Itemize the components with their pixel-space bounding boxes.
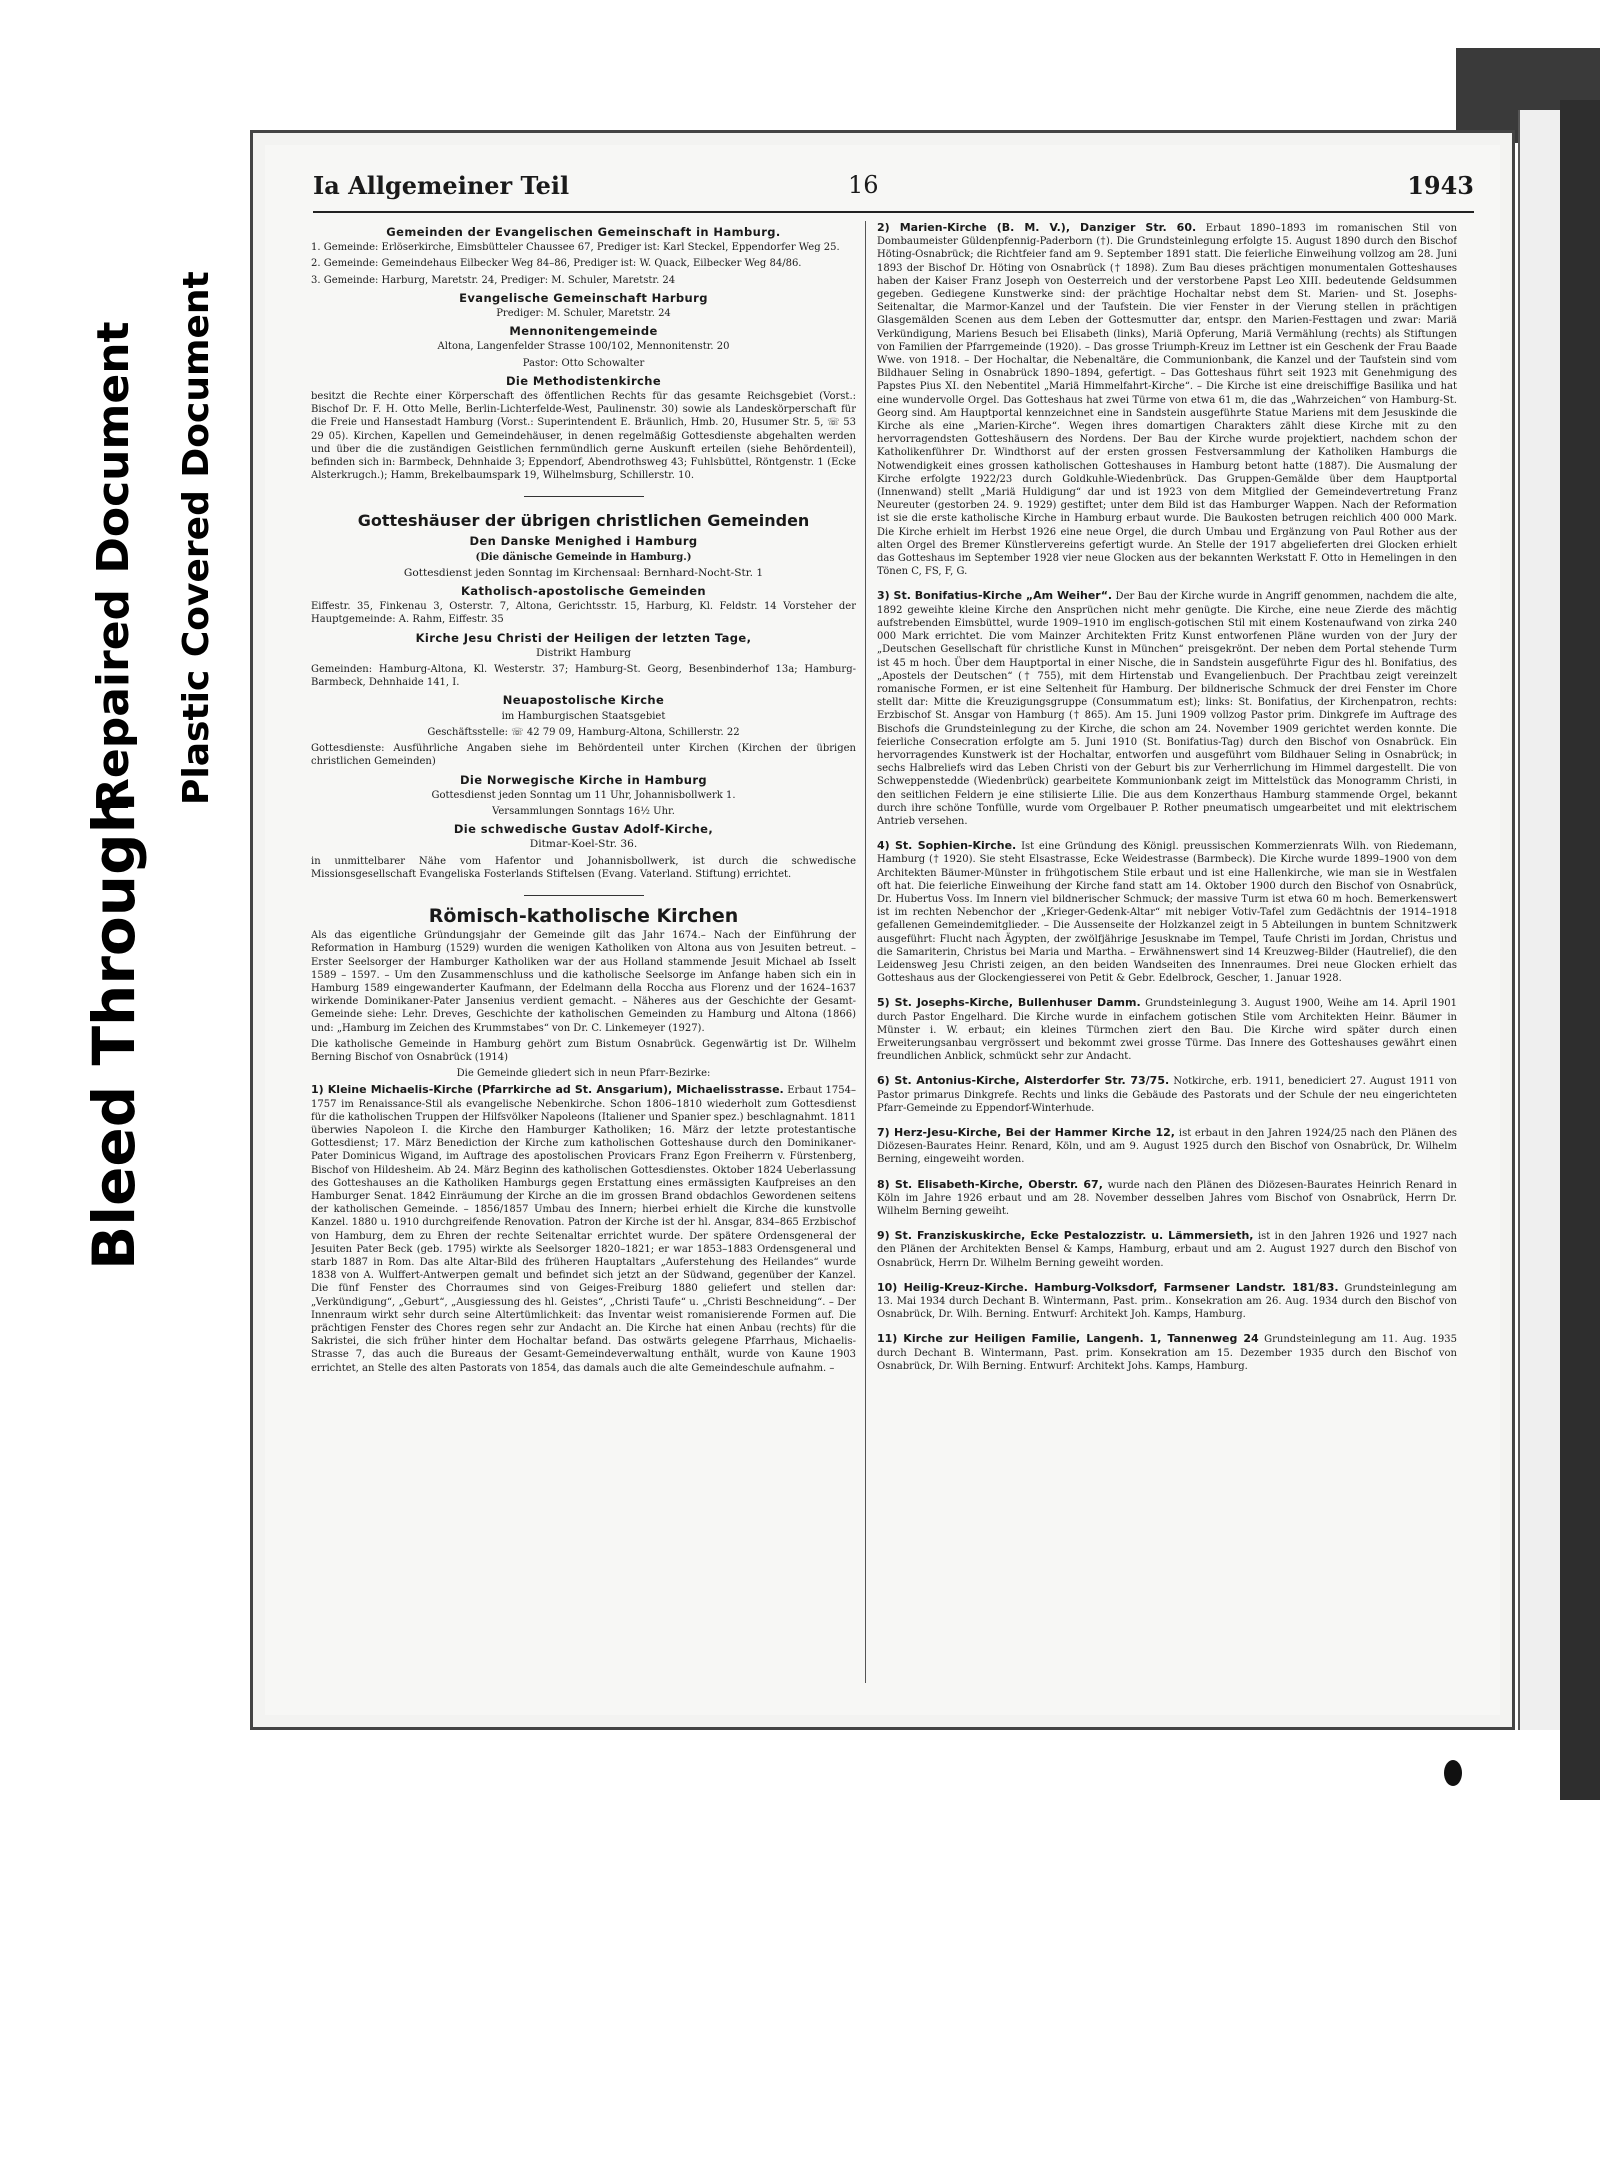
entry-text: Grundsteinlegung am 13. Mai 1934 durch Dechant B. Wintermann, Past. prim.. Konsekration am 26. Aug. 1934 durch den Bischof von Osnabrück, Dr. Wilh. Berning. Entwurf: Architekt Joh. Kamps, Hamburg. (877, 1282, 1457, 1321)
entry (877, 1281, 1457, 1322)
paragraph: Als das eigentliche Gründungsjahr der Gemeinde gilt das Jahr 1674.– Nach der Einführung der Reformation in Hamburg (1529) wurden die wenigen Katholiken von Altona aus von Jesuiten betreut. – Erster Seelsorger der Hamburger Katholiken war der aus Holland stammende Jesuit Michael ab Isselt 1589 – 1597. – Um den Zusammenschluss und die katholische Seelsorge im Anfange haben sich ein in Hamburg 1589 eingewanderter Kaufmann, der Edelmann della Roccha aus Florenz und der 1624–1637 wirkende Dominikaner-Pater Jansenius verdient gemacht. – Näheres aus der Geschichte der Gesamt-Gemeinde siehe: Lehr. Dreves, Geschichte der katholischen Gemeinden zu Hamburg und Altona (1866) und: „Hamburg im Zeichen des Krummstabes“ von Dr. C. Linkemeyer (1927). (311, 930, 856, 1034)
paragraph: Gottesdienste: Ausführliche Angaben siehe im Behördenteil unter Kirchen (Kirchen der übrigen christlichen Gemeinden) (311, 743, 856, 768)
entry-text: ist erbaut in den Jahren 1924/25 nach den Plänen des Diözesen-Baurates Heinr. Renard, Köln, und am 9. August 1925 durch den Bischof von Osnabrück, Dr. Wilhelm Berning, eingeweiht worden. (877, 1128, 1457, 1166)
heading: Kirche Jesu Christi der Heiligen der letzten Tage, (415, 630, 752, 645)
entry-title: 7) Herz-Jesu-Kirche, Bei der Hammer Kirche 12, (877, 1126, 1175, 1139)
text-line: Gottesdienst jeden Sonntag im Kirchensaal: Bernhard-Nocht-Str. 1 (403, 566, 764, 579)
entry (877, 589, 1457, 828)
heading: Mennonitengemeinde (509, 324, 658, 339)
heading: Die schwedische Gustav Adolf-Kirche, (453, 822, 714, 837)
entry-title: 3) St. Bonifatius-Kirche „Am Weiher“. (877, 589, 1113, 603)
text-line: Pastor: Otto Schowalter (522, 357, 645, 369)
entry-title: 2) Marien-Kirche (B. M. V.), Danziger Str. 60. (877, 221, 1197, 234)
separator-rule (524, 895, 644, 896)
entry-text: wurde nach den Plänen des Diözesen-Baurates Heinrich Renard in Köln im Jahre 1926 erbaut und am 28. November desselben Jahres vom Bischof von Osnabrück, Herrn Dr. Wilhelm Berning geweiht. (877, 1179, 1457, 1218)
subheading: Ditmar-Koel-Str. 36. (529, 838, 638, 851)
subheading: im Hamburgischen Staatsgebiet (501, 710, 666, 722)
year: 1943 (1407, 171, 1474, 200)
text-line: 1. Gemeinde: Erlöserkirche, Eimsbütteler Chaussee 67, Prediger ist: Karl Steckel, Eppendorfer Weg 25. (311, 242, 840, 254)
entry (877, 1126, 1457, 1167)
adjacent-page-strip (1518, 110, 1560, 1730)
entry (311, 1083, 856, 1374)
repaired-document-label: Repaired Document (88, 321, 139, 812)
paragraph: Eiffestr. 35, Finkenau 3, Osterstr. 7, Altona, Gerichtsstr. 15, Harburg, Kl. Feldstr. 14 Vorsteher der Hauptgemeinde: A. Rahm, Eiffestr. 35 (311, 601, 856, 626)
text-line: Versammlungen Sonntags 16½ Uhr. (492, 805, 675, 817)
section-heading: Gotteshäuser der übrigen christlichen Gemeinden (357, 511, 810, 531)
heading: Die Norwegische Kirche in Hamburg (459, 772, 708, 787)
separator-rule (524, 496, 644, 497)
entry-text: Ist eine Gründung des Königl. preussischen Kommerzienrats Wilh. von Riedemann, Hamburg († 1920). Sie steht Elsastrasse, Ecke Weidestrasse (Barmbeck). Die Kirche wurde 1899–1900 von dem Architekten Bäumer-Münster in frühgotischem Stile erbaut und ist eine Hallenkirche, wie man sie in Westfalen oft hat. Die feierliche Einweihung der Kirche fand statt am 14. Oktober 1900 durch den Bischof von Osnabrück, Dr. Hubertus Voss. Im Innern viel bildnerischer Schmuck; der massive Turm ist etwa 60 m hoch. Bemerkenswert ist im rechten Nebenchor der „Krieger-Gedenk-Altar“ mit nebiger Votiv-Tafel zum Gedächtnis der 1914–1918 gefallenen Gemeindemitglieder. – Die Aussenseite der Holzkanzel zeigt in 5 Abteilungen in buntem Schnitzwerk ausgeführt: Flucht nach Ägypten, der zwölfjährige Jesusknabe im Tempel, Taufe Christi im Jordan, Christus und die Samariterin, Christus bei Maria und Martha. – Erwähnenswert sind 14 Kreuzweg-Bilder (Hautrelief), die den Leidensweg Jesu Christi zeigen, an den beiden Wandseiten des Innenraumes. Drei neue Glocken erhielt das Gotteshaus aus der Glockengiesserei von Petit & Gebr. Edelbrock, Gescher, 1. Januar 1928. (877, 841, 1457, 985)
section-heading: Römisch-katholische Kirchen (428, 904, 739, 927)
paragraph: Gemeinden: Hamburg-Altona, Kl. Westerstr. 37; Hamburg-St. Georg, Besenbinderhof 13a; Hamburg-Barmbeck, Dehnhaide 141, I. (311, 664, 856, 689)
entry-title: 4) St. Sophien-Kirche. (877, 839, 1017, 853)
entry (877, 996, 1457, 1063)
entry-text: Grundsteinlegung 3. August 1900, Weihe am 14. April 1901 durch Pastor Engelhard. Die Kirche wurde in einfachem gotischen Stile vom Architekten Heinr. Bäumer in Münster i. W. erbaut; ein kleines Türmchen ziert den Bau. Die Kirche wird später durch einen Erweiterungsanbau vergrössert und bekommt zwei grosse Türme. Das Innere des Gotteshauses gewährt einen freundlichen Anblick, schmückt sehr zur Andacht. (877, 998, 1457, 1063)
entry (877, 1178, 1457, 1219)
page-number: 16 (848, 171, 879, 199)
subheading: Distrikt Hamburg (535, 646, 632, 659)
entry-text: ist in den Jahren 1926 und 1927 nach den Plänen der Architekten Bensel & Kamps, Hamburg, erbaut und am 2. August 1927 durch den Bischof von Osnabrück, Herrn Dr. Wilhelm Berning geweiht worden. (877, 1231, 1457, 1269)
left-column (311, 221, 856, 1683)
entry-text: Der Bau der Kirche wurde in Angriff genommen, nachdem die alte, 1892 geweihte kleine Kirche den Ansprüchen nicht mehr genügte. Die Kirche, eine neue Zierde des mächtig aufstrebenden Eimsbüttel, wurde 1909–1910 im englisch-gotischen Stil mit einem Kostenaufwand von zirka 240 000 Mark errichtet. Die vom Mainzer Architekten Fritz Kunst entworfenen Pläne wurden von der Jury der „Deutschen Gesellschaft für christliche Kunst in München“ preisgekrönt. Der neben dem Portal stehende Turm ist 45 m hoch. Über dem Hauptportal in einer Nische, die in Sandstein ausgeführte Figur des hl. Bonifatius, des „Apostels der Deutschen“ († 755), mit dem Hirtenstab und Evangelienbuch. Der Prachtbau zeigt vereinzelt romanische Formen, er ist eine Seltenheit für Hamburg. Der bildnerische Schmuck der drei Fenster im Chore stellt dar: Mitte die Kreuzigungsgruppe (Consummatum est); links: St. Bonifatius, der Kirchenpatron, rechts: Erzbischof St. Ansgar von Hamburg († 865). Am 15. Juni 1909 vollzog Pastor prim. Dinkgrefe im Auftrage des Bischofs die Grundsteinlegung zu der Kirche, die schon am 24. November 1909 gerichtet werden konnte. Die feierliche Consecration erfolgte am 5. Juni 1910 (St. Bonifatius-Tag) durch den Bischof von Osnabrück. Ein hervorragendes Kunstwerk ist der Hochaltar, entworfen und ausgeführt vom Bildhauer Seling in Osnabrück; in sechs Halbreliefs wird das Leben Christi von der Geburt bis zur Verherrlichung im Himmel dargestellt. Die von Schweppenstedde (Wiedenbrück) gearbeitete Kommunionbank zeigt im Mittelstück das Monogramm Christi, in den seitlichen Feldern je eine stilisierte Lilie. Die aus dem Konzerthaus Hamburg stammende Orgel, bekannt durch ihre schöne Tonfülle, wurde vom Orgelbauer P. Rother pneumatisch umgearbeitet und mit elektrischem Antrieb versehen. (877, 591, 1457, 827)
heading: Evangelische Gemeinschaft Harburg (459, 290, 708, 305)
page-header (313, 171, 1474, 213)
heading: Die Methodistenkirche (505, 373, 662, 388)
subheading: (Die dänische Gemeinde in Hamburg.) (475, 551, 692, 563)
entry-text: Erbaut 1890–1893 im romanischen Stil von Dombaumeister Güldenpfennig-Paderborn (†). Die Grundsteinlegung erfolgte 15. August 1890 durch den Bischof Höting-Osnabrück; die Richtfeier fand am 9. September 1891 statt. Die feierliche Einweihung vollzog am 28. Juni 1893 der Bischof Dr. Höting von Osnabrück († 1898). Zum Bau dieses prächtigen monumentalen Gotteshauses haben der Kaiser Franz Joseph von Oesterreich und der verstorbene Papst Leo XIII. bedeutende Geldsummen gegeben. Gediegene Kunstwerke sind: der prächtige Hochaltar nebst dem St. Marien- und St. Josephs-Seitenaltar, die Marmor-Kanzel und der Taufstein. Die vier Fenster in der Vierung stellen in prächtigen Glasgemälden Scenen aus dem Leben der Gottesmutter dar, entspr. den Marien-Festtagen und zwar: Mariä Verkündigung, Mariens Besuch bei Elisabeth (links), Mariä Opferung, Mariä Vermählung (rechts) als Stiftungen von Familien der Pfarrgemeinde (1920). – Das grosse Triumph-Kreuz im Lettner ist ein Geschenk der Frau Baade Wwe. von 1918. – Der Hochaltar, die Nebenaltäre, die Communionbank, die Kanzel und der Taufstein sind vom Bildhauer Seling in Osnabrück 1890–1894, gefertigt. – Das Gotteshaus führt seit 1923 mit Genehmigung des Papstes Pius XI. den Nebentitel „Mariä Himmelfahrt-Kirche“. – Die Kirche ist eine dreischiffige Basilika und hat eine wundervolle Orgel. Das Gotteshaus hat zwei Türme von etwa 61 m, die das „Wahrzeichen“ von Hamburg-St. Georg sind. Am Hauptportal kennzeichnet eine in Sandstein ausgeführte Statue Mariens mit dem Jesuskinde die Kirche als eine „Marien-Kirche“. Wegen ihres domartigen Charakters zählt diese Kirche mit zu den hervorragendsten Gotteshäusern des Nordens. Der Bau der Kirche wurde projektiert, nachdem schon der Katholikenführer Dr. Windthorst auf der ersten grossen Festversammlung der Katholiken Hamburgs die Notwendigkeit eines grossen katholischen Gotteshauses in Hamburg betont hatte (1887). Die Ausmalung der Kirche erfolgte 1922/23 durch Goldkuhle-Wiedenbrück. Das Gruppen-Gemälde über dem Hauptportal (Innenwand) stellt „Mariä Huldigung“ dar und ist 1923 von dem Mitglied der Gemeindevertretung Franz Neureuter (gestorben 24. 9. 1929) gestiftet; unter dem Bild ist das Hamburger Wappen. Nach der Reformation ist sie die erste katholische Kirche in Hamburg erbaut wurde. Die Baukosten betrugen reichlich 400 000 Mark. Die Kirche erhielt im Herbst 1926 eine neue Orgel, die durch Umbau und Ergänzung von Paul Rother aus der alten Orgel des Bremer Künstlervereins gefertigt wurde. An Stelle der 1917 abgelieferten drei Glocken erhielt das Gotteshaus im September 1928 vier neue Glocken aus der bekannten Werkstatt F. Otto in Hemelingen in den Tönen C, FS, F, G. (877, 223, 1457, 578)
section-title: Ia Allgemeiner Teil (313, 171, 570, 200)
document-page (250, 130, 1515, 1730)
entry-text: Erbaut 1754–1757 im Renaissance-Stil als evangelische Nebenkirche. Schon 1806–1810 wiederholt zum Gottesdienst für die katholischen Truppen der Hilfsvölker Napoleons (Italiener und Spanier spez.) beschlagnahmt. 1811 überwies Napoleon I. die Kirche den Hamburger Katholiken; 16. März der letzte protestantische Gottesdienst; 17. März Benediction der Kirche zum katholischen Gotteshause durch den Dominikaner-Pater Dominicus Wigand, im Auftrage des apostolischen Provicars Franz Egon Freiherrn v. Fürstenberg, Bischof von Hildesheim. Ab 24. März Beginn des katholischen Gottesdienstes. Oktober 1824 Ueberlassung des Gotteshauses an die Katholiken Hamburgs gegen Erstattung eines ermässigten Kaufpreises an den Hamburger Senat. 1842 Einräumung der Kirche an die im grossen Brand obdachlos Gewordenen seitens der katholischen Gemeinde. – 1856/1857 Umbau des Innern; hierbei erhielt die Kirche die kunstvolle Kanzel. 1880 u. 1910 durchgreifende Renovation. Patron der Kirche ist der hl. Ansgar, 834–865 Erzbischof von Hamburg, dem zu Ehren der rechte Seitenaltar errichtet wurde. Der spätere Ordensgeneral der Jesuiten Pater Beck (geb. 1795) wirkte als Seelsorger 1820–1821; er war 1853–1883 Ordensgeneral und starb 1887 in Rom. Das alte Altar-Bild des früheren Hauptaltars „Auferstehung des Heilandes“ wurde 1838 von A. Wulffert-Antwerpen gemalt und befindet sich jetzt an der Südwand, gegenüber der Kanzel. Die fünf Fenster des Chorraumes sind von Geiges-Freiburg 1880 geliefert und stellen dar: „Verkündigung“, „Geburt“, „Ausgiessung des hl. Geistes“, „Christi Taufe“ u. „Christi Beschneidung“. – Der Innenraum wirkt sehr durch seine Altertümlichkeit: das Inventar weist romanisierende Formen auf. Die prächtigen Fenster des Chores regen sehr zur Andacht an. Die Kirche hat einen Anbau (rechts) für die Sakristei, die sich früher hinter dem Hochaltar befand. Das ostwärts gelegene Pfarrhaus, Michaelis-Strasse 7, das auch die Bureaus der Gesamt-Gemeindeverwaltung enthält, wurde von Kaune 1903 errichtet, an Stelle des alten Pastorats von 1854, das damals auch die alte Gemeindeschule aufnahm. – (311, 1085, 856, 1374)
entry-title: 8) St. Elisabeth-Kirche, Oberstr. 67, (877, 1177, 1103, 1191)
entry (877, 1229, 1457, 1270)
entry-text: Grundsteinlegung am 11. Aug. 1935 durch Dechant B. Wintermann, Past. prim. Konsekration am 15. Dezember 1935 durch den Bischof von Osnabrück, Dr. Wilh Berning. Entwurf: Architekt Johs. Kamps, Hamburg. (877, 1334, 1457, 1372)
entry (877, 1074, 1457, 1115)
entry (877, 1332, 1457, 1373)
entry (877, 839, 1457, 985)
text-line: Altona, Langenfelder Strasse 100/102, Mennonitenstr. 20 (437, 341, 730, 353)
entry (877, 221, 1457, 578)
text-line: Prediger: M. Schuler, Maretstr. 24 (496, 308, 671, 320)
entry-title: 6) St. Antonius-Kirche, Alsterdorfer Str. 73/75. (877, 1074, 1170, 1088)
ink-blot (1444, 1760, 1462, 1786)
column-divider (865, 221, 866, 1683)
text-line: Geschäftsstelle: ☏ 42 79 09, Hamburg-Altona, Schillerstr. 22 (427, 726, 740, 738)
text-line: 3. Gemeinde: Harburg, Maretstr. 24, Prediger: M. Schuler, Maretstr. 24 (311, 274, 676, 286)
right-column (877, 221, 1457, 1683)
entry-title: 10) Heilig-Kreuz-Kirche. Hamburg-Volksdorf, Farmsener Landstr. 181/83. (877, 1280, 1339, 1294)
plastic-covered-label: Plastic Covered Document (176, 271, 217, 805)
text-line: 2. Gemeinde: Gemeindehaus Eilbecker Weg 84–86, Prediger ist: W. Quack, Eilbecker Weg 84/86. (311, 258, 802, 270)
heading: Gemeinden der Evangelischen Gemeinschaft in Hamburg. (386, 225, 781, 239)
paragraph: Die katholische Gemeinde in Hamburg gehört zum Bistum Osnabrück. Gegenwärtig ist Dr. Wilhelm Berning Bischof von Osnabrück (1914) (311, 1038, 856, 1063)
entry-title: 5) St. Josephs-Kirche, Bullenhuser Damm. (877, 996, 1141, 1010)
entry-text: Notkirche, erb. 1911, benediciert 27. August 1911 von Pastor primarus Dinkgrefe. Rechts und links die Gebäude des Pastorats und der Schule der neu eingerichteten Pfarr-Gemeinde zu Eppendorf-Winterhude. (877, 1076, 1457, 1114)
entry-title: 9) St. Franziskuskirche, Ecke Pestalozzistr. u. Lämmersieth, (877, 1229, 1254, 1243)
heading: Neuapostolische Kirche (502, 693, 665, 708)
paragraph: Die Gemeinde gliedert sich in neun Pfarr-Bezirke: (456, 1068, 711, 1080)
entry-title: 11) Kirche zur Heiligen Familie, Langenh. 1, Tannenweg 24 (877, 1332, 1259, 1346)
paragraph: in unmittelbarer Nähe vom Hafentor und Johannisbollwerk, ist durch die schwedische Missionsgesellschaft Evangeliska Fosterlands Stiftelsen (Evang. Vaterland. Stiftung) errichtet. (311, 855, 856, 880)
bleed-through-label: Bleed Through (80, 792, 148, 1270)
heading: Den Danske Menighed i Hamburg (469, 534, 698, 549)
scan-background-edge (1560, 100, 1600, 1800)
entry-title: 1) Kleine Michaelis-Kirche (Pfarrkirche ad St. Ansgarium), Michaelisstrasse. (311, 1083, 784, 1097)
paragraph: besitzt die Rechte einer Körperschaft des öffentlichen Rechts für das gesamte Reichsgebiet (Vorst.: Bischof Dr. F. H. Otto Melle, Berlin-Lichterfelde-West, Paulinenstr. 30) sowie als Landeskörperschaft für die Freie und Hansestadt Hamburg (Vorst.: Superintendent E. Bräunlich, Hmb. 20, Husumer Str. 5, ☏ 53 29 05). Kirchen, Kapellen und Gemeindehäuser, in denen regelmäßig Gottesdienste abgehalten werden und über die die zuständigen Geistlichen fernmündlich gerne Auskunft erteilen (siehe Behördenteil), befinden sich in: Barmbeck, Dehnhaide 3; Eppendorf, Abendrothsweg 43; Fuhlsbüttel, Röntgenstr. 1 (Ecke Alsterkrugch.); Hamm, Brekelbaumspark 19, Wilhelmsburg, Schillerstr. 10. (311, 391, 856, 482)
heading: Katholisch-apostolische Gemeinden (460, 584, 706, 599)
text-line: Gottesdienst jeden Sonntag um 11 Uhr, Johannisbollwerk 1. (431, 789, 736, 801)
